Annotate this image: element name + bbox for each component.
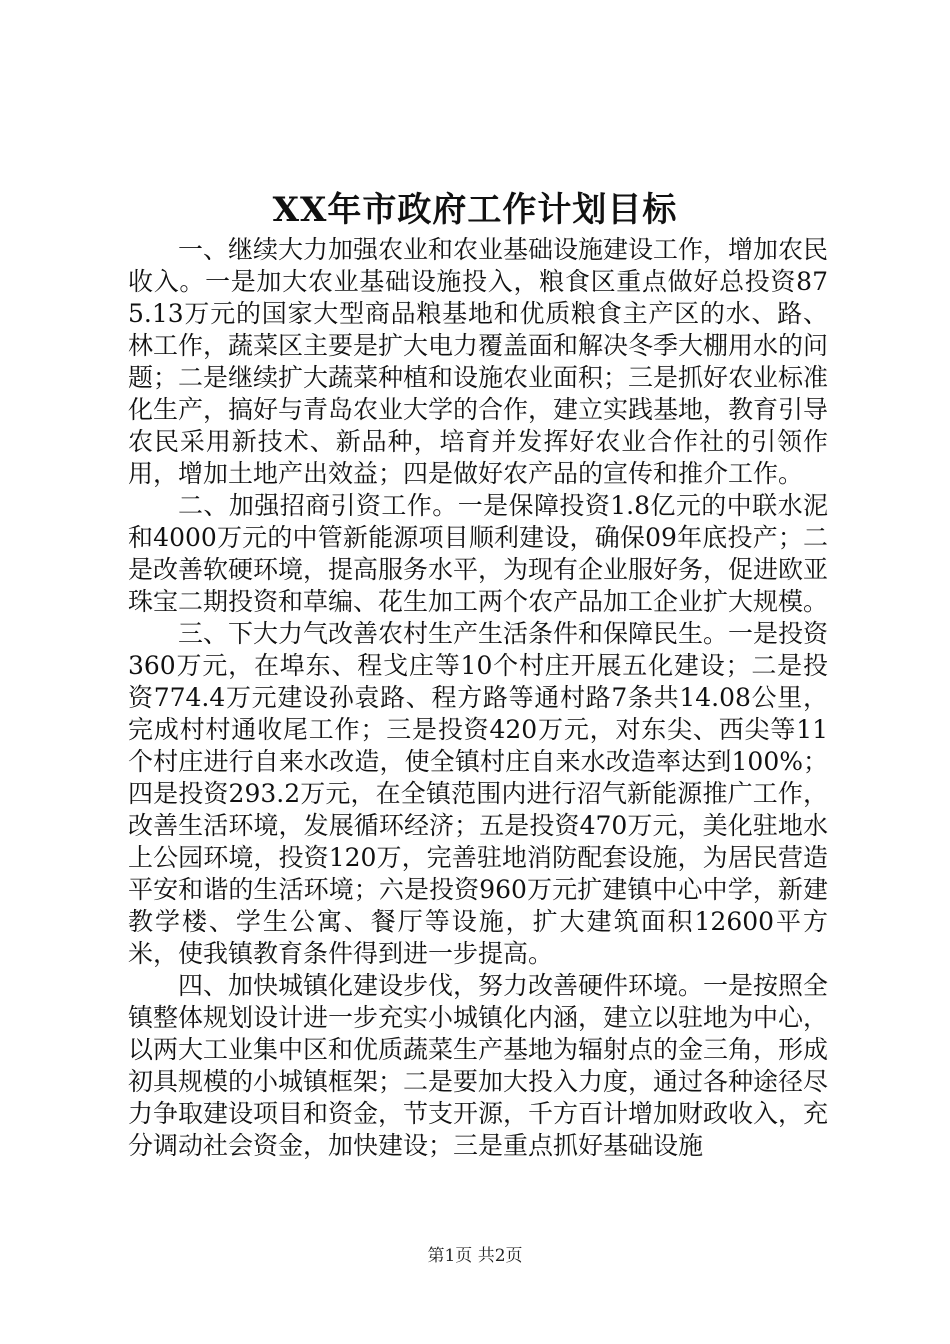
page-footer: 第1页 共2页: [427, 1246, 523, 1266]
paragraph-rural-livelihood: 三、下大力气改善农村生产生活条件和保障民生。一是投资360万元，在埠东、程戈庄等10个村庄开展五化建设；二是投资774.4万元建设孙袁路、程方路等通村路7条共14.08公里，完成村村通收尾工作；三是投资420万元，对东尖、西尖等11个村庄进行自来水改造，使全镇村庄自来水改造率达到100%；四是投资293.2万元，在全镇范围内进行沼气新能源推广工作，改善生活环境，发展循环经济；五是投资470万元，美化驻地水上公园环境，投资120万，完善驻地消防配套设施，为居民营造平安和谐的生活环境；六是投资960万元扩建镇中心中学，新建教学楼、学生公寓、餐厅等设施，扩大建筑面积12600平方米，使我镇教育条件得到进一步提高。: [128, 619, 829, 968]
document-body: [128, 234, 828, 1162]
paragraph-investment: 二、加强招商引资工作。一是保障投资1.8亿元的中联水泥和4000万元的中管新能源项目顺利建设，确保09年底投产；二是改善软硬环境，提高服务水平，为现有企业服好务，促进欧亚珠宝二期投资和草编、花生加工两个农产品加工企业扩大规模。: [128, 491, 829, 616]
paragraph-agriculture: 一、继续大力加强农业和农业基础设施建设工作，增加农民收入。一是加大农业基础设施投入，粮食区重点做好总投资875.13万元的国家大型商品粮基地和优质粮食主产区的水、路、林工作，蔬菜区主要是扩大电力覆盖面和解决冬季大棚用水的问题；二是继续扩大蔬菜种植和设施农业面积；三是抓好农业标准化生产，搞好与青岛农业大学的合作，建立实践基地，教育引导农民采用新技术、新品种，培育并发挥好农业合作社的引领作用，增加土地产出效益；四是做好农产品的宣传和推介工作。: [128, 235, 829, 488]
document-title: XX年市政府工作计划目标: [272, 190, 678, 230]
paragraph-urbanization: 四、加快城镇化建设步伐，努力改善硬件环境。一是按照全镇整体规划设计进一步充实小城镇化内涵，建立以驻地为中心，以两大工业集中区和优质蔬菜生产基地为辐射点的金三角，形成初具规模的小城镇框架；二是要加大投入力度，通过各种途径尽力争取建设项目和资金，节支开源，千方百计增加财政收入，充分调动社会资金，加快建设；三是重点抓好基础设施: [128, 971, 829, 1160]
